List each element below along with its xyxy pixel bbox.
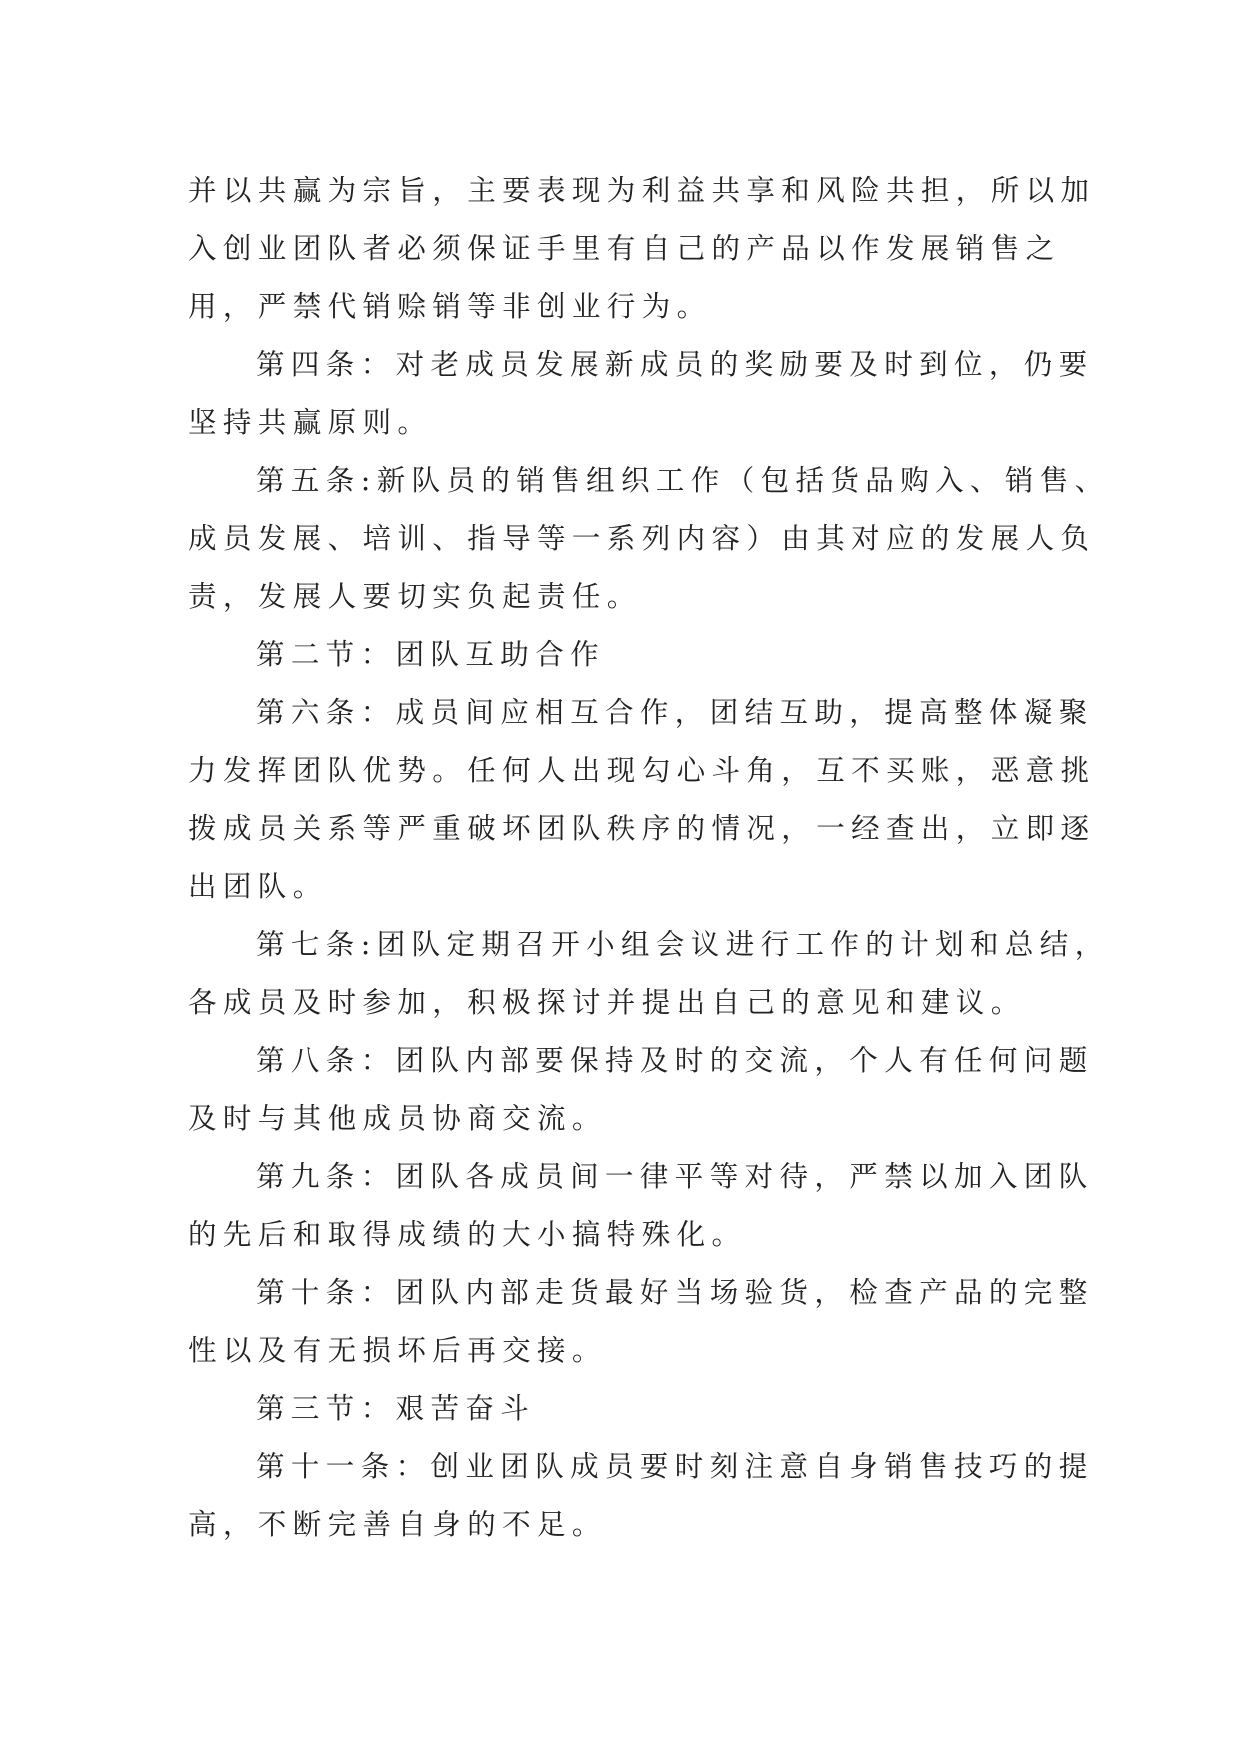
article-11-line-2: 高，不断完善自身的不足。 [188, 1508, 607, 1541]
article-5-line-2: 成员发展、培训、指导等一系列内容）由其对应的发展人负 [188, 522, 1096, 555]
article-7-line-2: 各成员及时参加，积极探讨并提出自己的意见和建议。 [188, 986, 1026, 1019]
article-7-line-1: 第七条:团队定期召开小组会议进行工作的计划和总结， [256, 928, 1110, 961]
document-body [188, 162, 1110, 1554]
article-5-line-1: 第五条:新队员的销售组织工作（包括货品购入、销售、 [256, 464, 1110, 497]
text-line-1: 并以共赢为宗旨，主要表现为利益共享和风险共担，所以加 [188, 174, 1096, 207]
article-10-line-1: 第十条：团队内部走货最好当场验货，检查产品的完整 [256, 1276, 1094, 1309]
article-8-line-1: 第八条：团队内部要保持及时的交流，个人有任何问题 [256, 1044, 1094, 1077]
article-6-line-2: 力发挥团队优势。任何人出现勾心斗角，互不买账，恶意挑 [188, 754, 1096, 787]
article-5-line-3: 责，发展人要切实负起责任。 [188, 580, 642, 613]
section-3-heading: 第三节：艰苦奋斗 [256, 1392, 536, 1425]
article-10-line-2: 性以及有无损坏后再交接。 [188, 1334, 607, 1367]
article-11-line-1: 第十一条：创业团队成员要时刻注意自身销售技巧的提 [256, 1450, 1094, 1483]
article-9-line-2: 的先后和取得成绩的大小搞特殊化。 [188, 1218, 747, 1251]
article-4-line-2: 坚持共赢原则。 [188, 406, 433, 439]
text-line-3: 用，严禁代销赊销等非创业行为。 [188, 290, 712, 323]
section-2-heading: 第二节：团队互助合作 [256, 638, 606, 671]
article-6-line-1: 第六条：成员间应相互合作，团结互助，提高整体凝聚 [256, 696, 1094, 729]
article-9-line-1: 第九条：团队各成员间一律平等对待，严禁以加入团队 [256, 1160, 1094, 1193]
article-8-line-2: 及时与其他成员协商交流。 [188, 1102, 607, 1135]
article-4-line-1: 第四条：对老成员发展新成员的奖励要及时到位，仍要 [256, 348, 1094, 381]
article-6-line-4: 出团队。 [188, 870, 328, 903]
text-line-2: 入创业团队者必须保证手里有自己的产品以作发展销售之 [188, 232, 1061, 265]
article-6-line-3: 拨成员关系等严重破坏团队秩序的情况，一经查出，立即逐 [188, 812, 1096, 845]
